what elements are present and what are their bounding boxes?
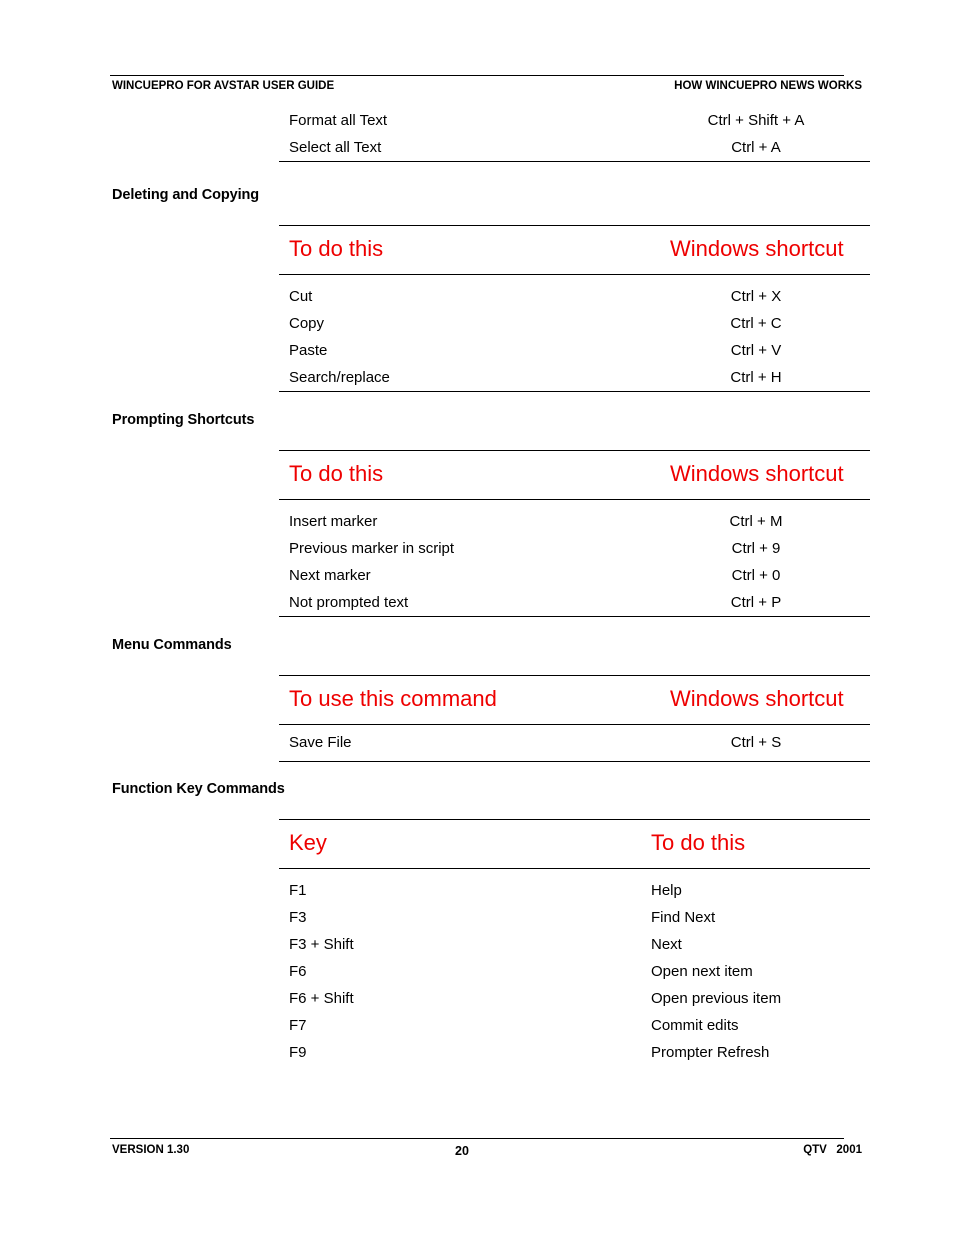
footer-version: VERSION 1.30 (112, 1144, 190, 1156)
key-cell: F6 (289, 963, 307, 980)
table-row (279, 508, 870, 535)
shortcut-table (279, 675, 870, 762)
action-cell: Not prompted text (289, 594, 409, 611)
table-row (279, 535, 870, 562)
table-row (279, 904, 870, 931)
shortcut-cell: Ctrl + 0 (731, 567, 781, 584)
table-row (279, 364, 870, 391)
table-header (279, 226, 870, 275)
shortcut-cell: Ctrl + H (730, 369, 782, 386)
action-cell: Paste (289, 342, 328, 359)
action-cell: Cut (289, 288, 313, 305)
action-cell: Search/replace (289, 369, 390, 386)
table-row (279, 589, 870, 616)
section-title: Function Key Commands (112, 781, 285, 797)
table-header (279, 820, 870, 869)
footer-rule (110, 1138, 844, 1139)
column-header: To use this command (289, 686, 497, 711)
table-row (279, 1012, 870, 1039)
shortcut-table (279, 225, 870, 392)
header-left: WINCUEPRO FOR AVSTAR USER GUIDE (112, 80, 335, 92)
table-header (279, 451, 870, 500)
action-cell: Open previous item (651, 990, 782, 1007)
action-cell: Help (651, 882, 682, 899)
table-row (279, 283, 870, 310)
action-cell: Insert marker (289, 513, 378, 530)
shortcut-cell: Ctrl + P (730, 594, 782, 611)
action-cell: Next (651, 936, 682, 953)
page-number: 20 (455, 1144, 469, 1158)
shortcut-cell: Ctrl + A (731, 139, 781, 156)
shortcut-cell: Ctrl + X (730, 288, 782, 305)
section-title: Prompting Shortcuts (112, 412, 255, 428)
function-key-table (279, 819, 870, 1066)
table-row (279, 958, 870, 985)
action-cell: Copy (289, 315, 325, 332)
top-table (279, 107, 870, 162)
table-row (279, 337, 870, 364)
shortcut-cell: Ctrl + M (729, 513, 783, 530)
action-cell: Previous marker in script (289, 540, 455, 557)
section-title: Deleting and Copying (112, 187, 260, 203)
key-cell: F9 (289, 1044, 307, 1061)
footer-right: QTV 2001 (803, 1144, 862, 1156)
key-cell: F7 (289, 1017, 307, 1034)
shortcut-table (279, 450, 870, 617)
section-title: Menu Commands (112, 637, 232, 653)
column-header: Key (289, 830, 327, 855)
column-header: Windows shortcut (670, 236, 844, 261)
key-cell: F3 + Shift (289, 936, 354, 953)
table-row (279, 310, 870, 337)
shortcut-cell: Ctrl + S (730, 734, 782, 751)
shortcut-cell: Ctrl + 9 (731, 540, 781, 557)
action-cell: Prompter Refresh (651, 1044, 770, 1061)
key-cell: F6 + Shift (289, 990, 354, 1007)
column-header: To do this (651, 830, 746, 855)
shortcut-cell: Ctrl + C (730, 315, 782, 332)
shortcut-cell: Ctrl + Shift + A (707, 112, 805, 129)
action-cell: Format all Text (289, 112, 388, 129)
action-cell: Save File (289, 734, 352, 751)
shortcut-cell: Ctrl + V (730, 342, 782, 359)
action-cell: Open next item (651, 963, 753, 980)
key-cell: F3 (289, 909, 307, 926)
action-cell: Find Next (651, 909, 716, 926)
table-row (279, 107, 870, 134)
table-row (279, 729, 870, 761)
action-cell: Next marker (289, 567, 371, 584)
table-row (279, 1039, 870, 1066)
column-header: Windows shortcut (670, 461, 844, 486)
action-cell: Select all Text (289, 139, 382, 156)
table-row (279, 134, 870, 161)
header-rule (110, 75, 844, 76)
column-header: Windows shortcut (670, 686, 844, 711)
column-header: To do this (289, 236, 384, 261)
action-cell: Commit edits (651, 1017, 739, 1034)
table-row (279, 562, 870, 589)
table-row (279, 985, 870, 1012)
header-right: HOW WINCUEPRO NEWS WORKS (674, 80, 862, 92)
table-header (279, 676, 870, 725)
table-row (279, 877, 870, 904)
key-cell: F1 (289, 882, 307, 899)
column-header: To do this (289, 461, 384, 486)
table-row (279, 931, 870, 958)
